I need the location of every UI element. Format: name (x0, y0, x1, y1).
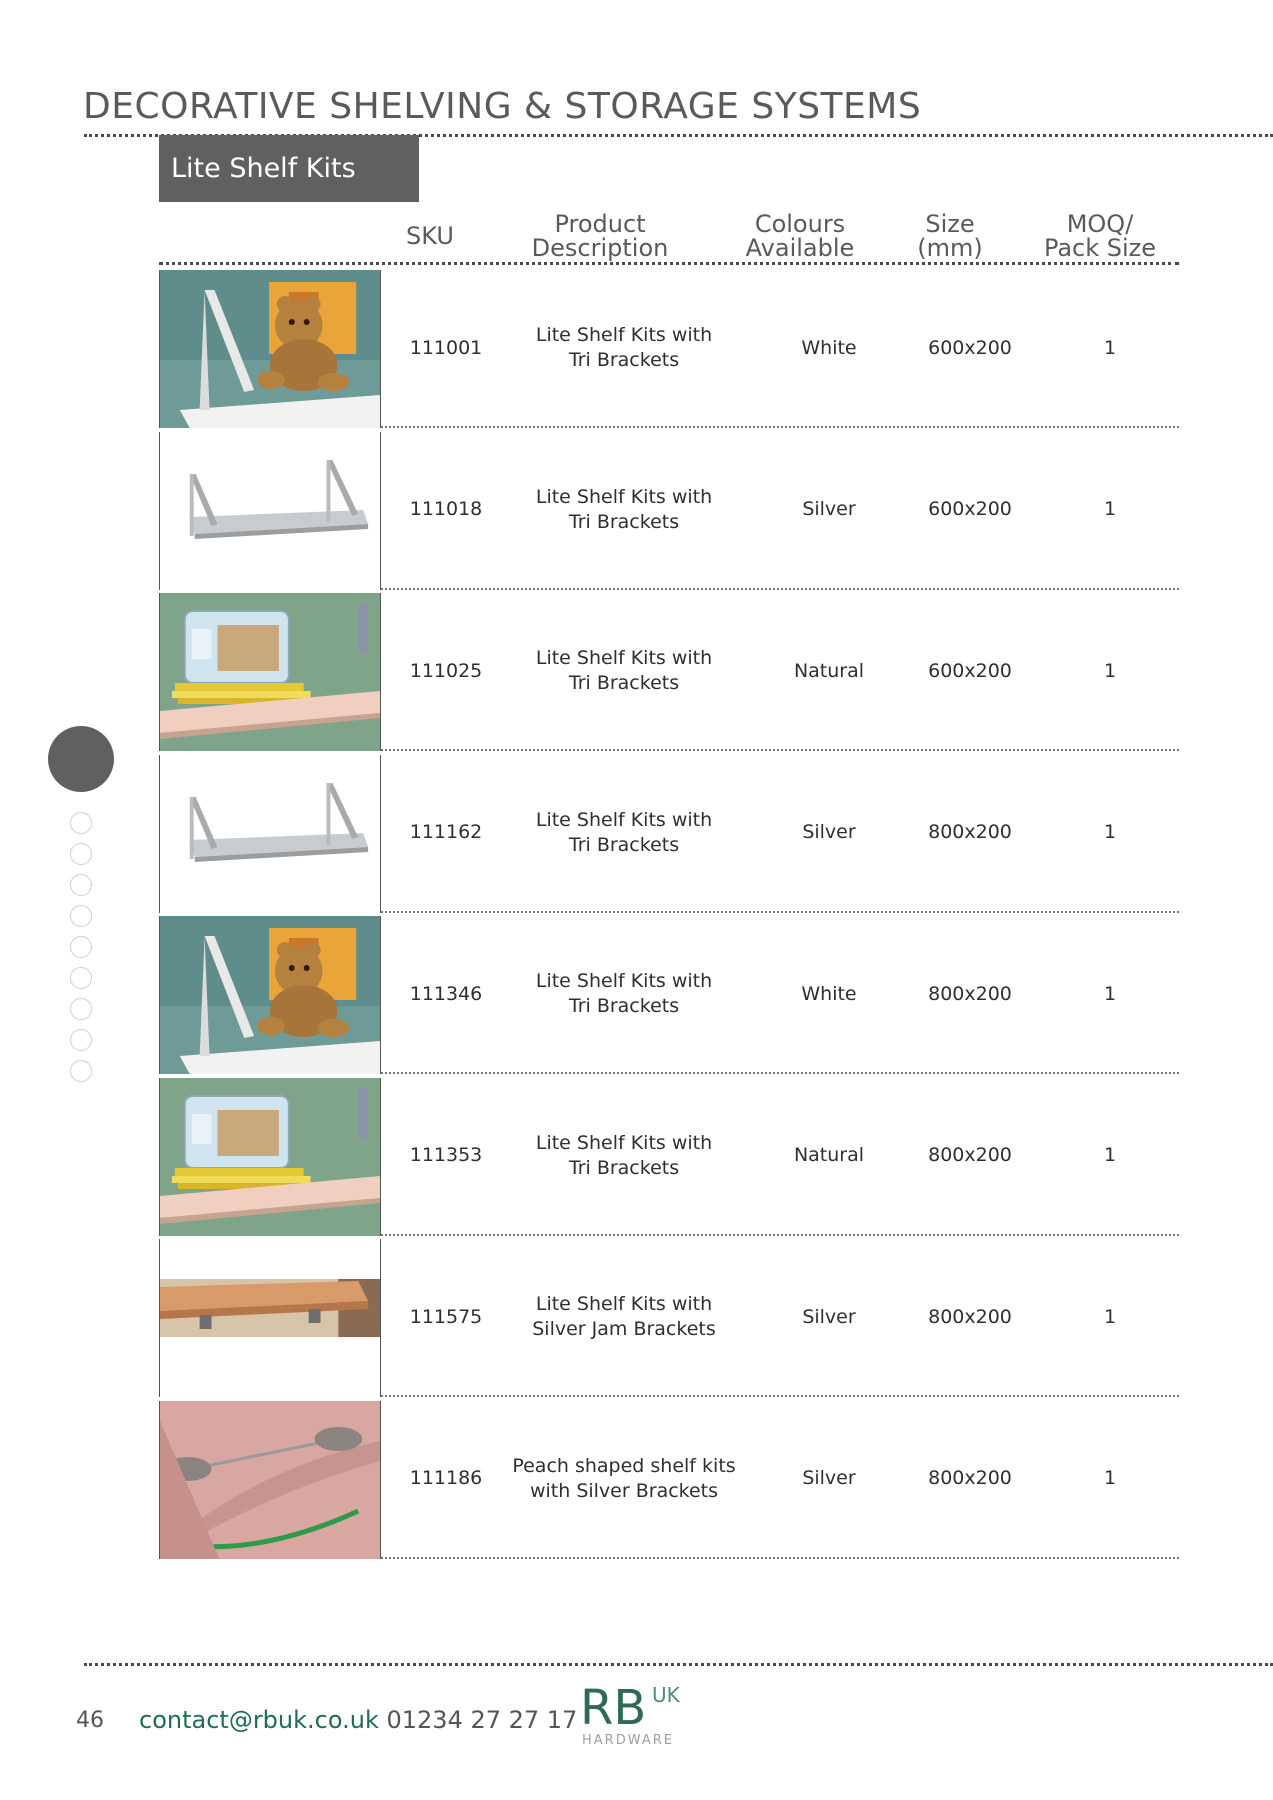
size-cell (899, 1076, 1041, 1236)
col-head-moq-line1: MOQ/ (1066, 210, 1134, 238)
product-image (159, 270, 381, 428)
col-head-size-line2: (mm) (917, 234, 983, 262)
table-header-divider (159, 262, 1179, 265)
description-cell-text: Silver Jam Brackets (532, 1318, 716, 1340)
col-head-colours-line1: Colours (754, 210, 846, 238)
colour-cell (759, 430, 899, 590)
moq-cell-text: 1 (1103, 659, 1117, 682)
description-cell (489, 1237, 759, 1397)
moq-cell (1041, 1237, 1179, 1397)
moq-cell (1041, 1399, 1179, 1559)
description-cell (489, 1399, 759, 1559)
col-head-size-line1: Size (925, 210, 975, 238)
colour-cell-text: Silver (802, 1305, 856, 1328)
logo-sub-text: HARDWARE (582, 1733, 674, 1748)
size-cell (899, 1399, 1041, 1559)
colour-cell (759, 1237, 899, 1397)
colour-cell (759, 1399, 899, 1559)
sku-cell-text: 111018 (409, 498, 483, 520)
size-cell-text: 800x200 (928, 1305, 1012, 1328)
table-row (159, 268, 1179, 428)
description-cell-text: Lite Shelf Kits with (535, 808, 713, 831)
description-cell-text: Lite Shelf Kits with (535, 970, 713, 992)
colour-cell (759, 591, 899, 751)
col-head-colours-line2: Available (745, 234, 855, 262)
description-cell (489, 430, 759, 590)
sku-cell-text: 111162 (409, 821, 483, 843)
logo-sup-text: UK (652, 1683, 680, 1707)
product-image (159, 1401, 381, 1559)
col-head-colours (730, 212, 870, 260)
colour-cell (759, 1076, 899, 1236)
table-row (159, 430, 1179, 590)
size-cell (899, 1237, 1041, 1397)
row-divider (381, 1395, 1179, 1397)
contact-phone: 01234 27 27 17 (378, 1706, 578, 1734)
page-title: DECORATIVE SHELVING & STORAGE SYSTEMS (83, 86, 922, 127)
sku-cell-text: 111186 (409, 1467, 483, 1489)
page-number: 46 (76, 1708, 104, 1733)
contact-email-link[interactable]: contact@rbuk.co.uk (139, 1706, 379, 1734)
rb-uk-hardware-logo (578, 1678, 688, 1750)
table-row (159, 753, 1179, 913)
side-dot (70, 905, 92, 927)
colour-cell (759, 268, 899, 428)
size-cell (899, 591, 1041, 751)
side-dot (70, 1029, 92, 1051)
description-cell-text: Lite Shelf Kits with (535, 647, 713, 669)
size-cell-text: 600x200 (928, 498, 1012, 520)
row-divider (381, 426, 1179, 428)
row-divider (381, 1072, 1179, 1074)
sku-cell-text: 111001 (409, 336, 483, 359)
size-cell (899, 430, 1041, 590)
row-divider (381, 911, 1179, 913)
footer-divider (84, 1663, 1273, 1666)
colour-cell (759, 914, 899, 1074)
product-image (159, 755, 381, 913)
side-dot (70, 874, 92, 896)
table-row (159, 1076, 1179, 1236)
sku-cell-text: 111575 (409, 1305, 483, 1328)
moq-cell (1041, 430, 1179, 590)
row-divider (381, 1557, 1179, 1559)
row-divider (381, 1234, 1179, 1236)
product-image (159, 916, 381, 1074)
row-divider (381, 588, 1179, 590)
description-cell-text: Lite Shelf Kits with (535, 485, 713, 508)
colour-cell-text: White (801, 336, 857, 359)
description-cell-text: Tri Brackets (568, 833, 680, 856)
moq-cell-text: 1 (1103, 336, 1117, 359)
footer-contact (139, 1706, 577, 1734)
sku-cell-text: 111025 (409, 659, 483, 682)
size-cell-text: 600x200 (928, 659, 1012, 682)
table-row (159, 914, 1179, 1074)
sku-cell-text: 111346 (409, 982, 483, 1005)
col-head-description-line2: Description (531, 234, 669, 262)
description-cell (489, 914, 759, 1074)
description-cell-text: Lite Shelf Kits with (535, 1131, 713, 1154)
colour-cell-text: Silver (802, 498, 856, 520)
description-cell-text: Peach shaped shelf kits (512, 1454, 736, 1477)
product-image (159, 593, 381, 751)
side-dot (70, 998, 92, 1020)
table-row (159, 1399, 1179, 1559)
description-cell (489, 753, 759, 913)
moq-cell (1041, 268, 1179, 428)
description-cell (489, 268, 759, 428)
logo-main-text: RB (580, 1680, 647, 1736)
side-dot (70, 936, 92, 958)
moq-cell-text: 1 (1103, 821, 1117, 843)
col-head-sku: SKU (406, 222, 454, 250)
col-head-description-line1: Product (554, 210, 646, 238)
description-cell-text: Lite Shelf Kits with (535, 324, 713, 346)
moq-cell-text: 1 (1103, 498, 1117, 520)
size-cell (899, 914, 1041, 1074)
size-cell-text: 800x200 (928, 982, 1012, 1005)
description-cell-text: Tri Brackets (568, 995, 680, 1017)
size-cell-text: 600x200 (928, 336, 1012, 359)
moq-cell (1041, 591, 1179, 751)
colour-cell (759, 753, 899, 913)
colour-cell-text: Natural (793, 1144, 865, 1166)
colour-cell-text: White (801, 982, 857, 1005)
description-cell-text: Tri Brackets (568, 672, 680, 694)
size-cell-text: 800x200 (928, 821, 1012, 843)
description-cell-text: Tri Brackets (568, 349, 680, 371)
section-indicator-dot (48, 726, 114, 792)
side-dot (70, 812, 92, 834)
sku-cell-text: 111353 (409, 1144, 483, 1166)
section-tab: Lite Shelf Kits (159, 135, 419, 202)
size-cell-text: 800x200 (928, 1144, 1012, 1166)
size-cell-text: 800x200 (928, 1467, 1012, 1489)
col-head-moq (1035, 212, 1165, 260)
description-cell-text: Lite Shelf Kits with (535, 1293, 713, 1315)
description-cell-text: with Silver Brackets (529, 1479, 719, 1502)
moq-cell-text: 1 (1103, 1144, 1117, 1166)
side-dot (70, 967, 92, 989)
product-image (159, 432, 381, 590)
colour-cell-text: Silver (802, 1467, 856, 1489)
moq-cell (1041, 914, 1179, 1074)
size-cell (899, 268, 1041, 428)
side-dot (70, 1060, 92, 1082)
moq-cell-text: 1 (1103, 982, 1117, 1005)
product-image (159, 1078, 381, 1236)
colour-cell-text: Natural (793, 659, 865, 682)
moq-cell-text: 1 (1103, 1467, 1117, 1489)
col-head-size (890, 212, 1010, 260)
description-cell (489, 1076, 759, 1236)
colour-cell-text: Silver (802, 821, 856, 843)
col-head-moq-line2: Pack Size (1043, 234, 1157, 262)
row-divider (381, 749, 1179, 751)
table-row (159, 1237, 1179, 1397)
moq-cell-text: 1 (1103, 1305, 1117, 1328)
size-cell (899, 753, 1041, 913)
table-row (159, 591, 1179, 751)
description-cell-text: Tri Brackets (568, 510, 680, 533)
description-cell (489, 591, 759, 751)
moq-cell (1041, 1076, 1179, 1236)
description-cell-text: Tri Brackets (568, 1156, 680, 1179)
moq-cell (1041, 753, 1179, 913)
product-image (159, 1239, 381, 1397)
col-head-description (500, 212, 700, 260)
side-dot (70, 843, 92, 865)
